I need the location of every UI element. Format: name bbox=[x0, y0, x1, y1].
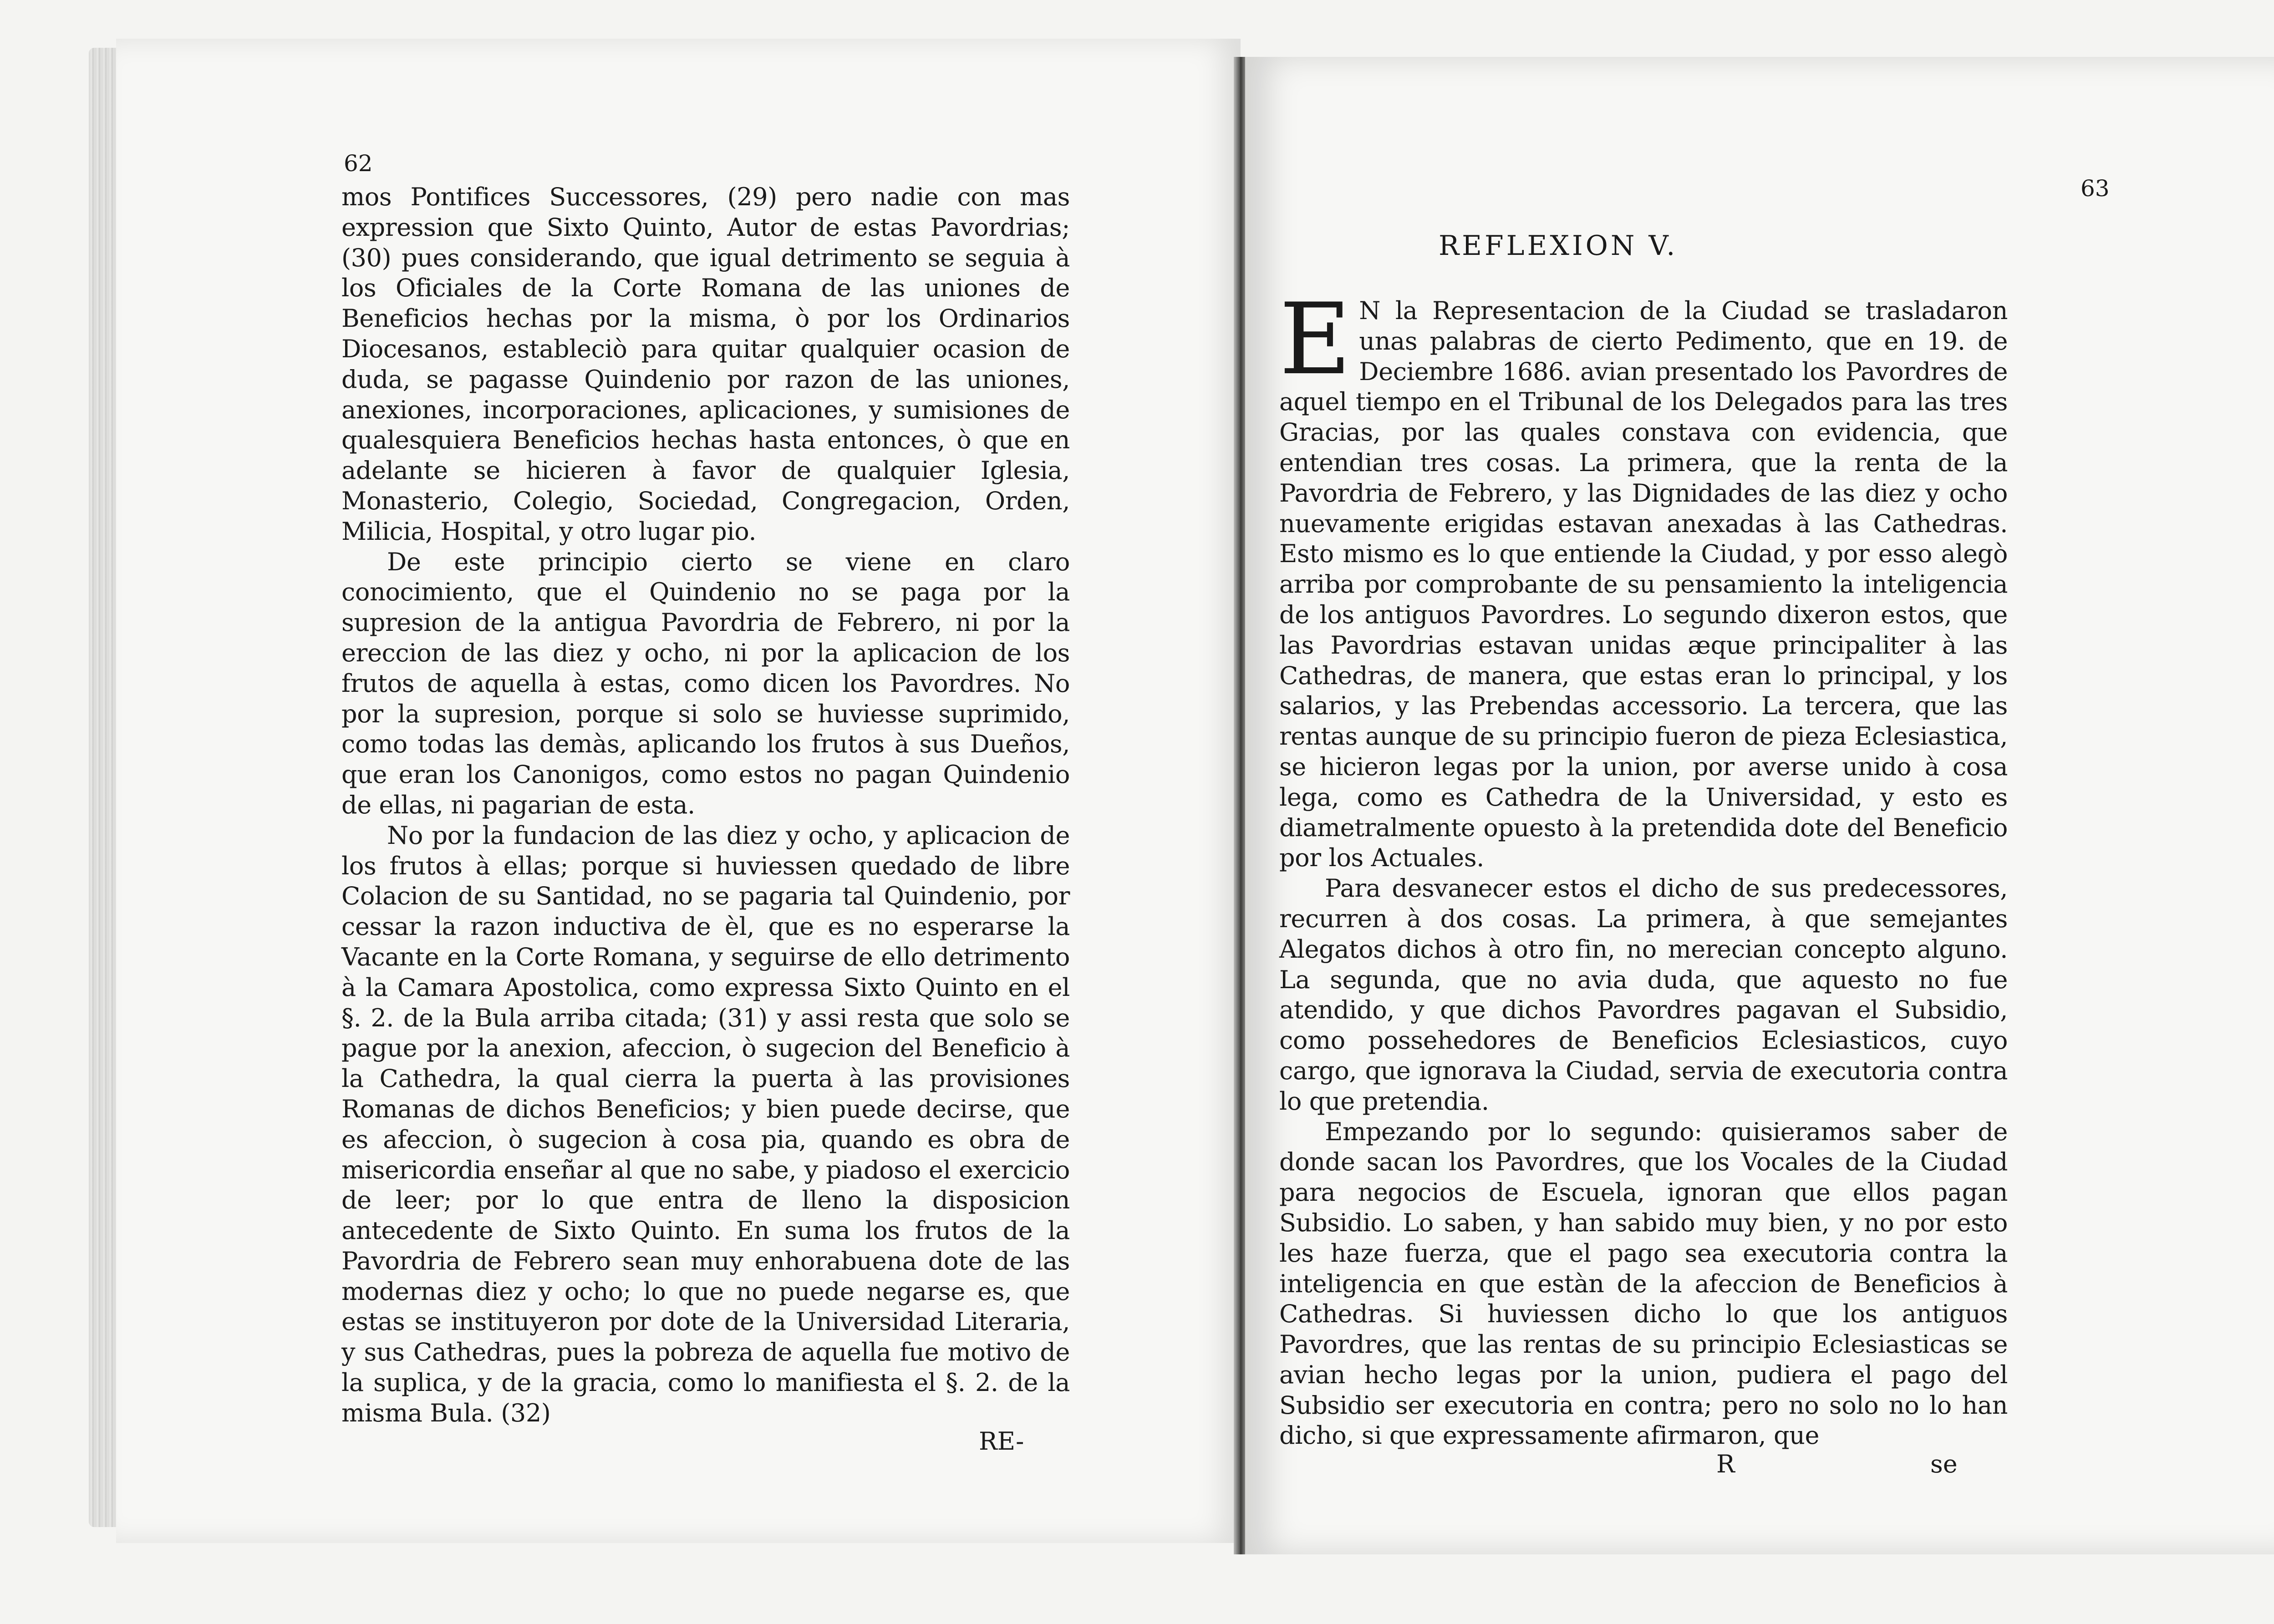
right-page-body bbox=[1279, 282, 2008, 1451]
right-page-number: 63 bbox=[2081, 175, 2110, 202]
left-paragraph-2: De este principio cierto se viene en claro conocimiento, que el Quindenio no se paga por la supresion de la antigua Pavordria de Febrero, ni por la ereccion de las diez y ocho, ni por la aplicacion de los frutos de aquella à estas, como dicen los Pavordres. No por la supresion, porque si solo se huviesse suprimido, como todas las demàs, aplicando los frutos à sus Dueños, que eran los Canonigos, como estos no pagan Quindenio de ellas, ni pagarian de esta. bbox=[341, 547, 1070, 819]
left-paragraph-3: No por la fundacion de las diez y ocho, y aplicacion de los frutos à ellas; porque si huviessen quedado de libre Colacion de su Santidad, no se pagaria tal Quindenio, por cessar la razon inductiva de èl, que es no esperarse la Vacante en la Corte Romana, y seguirse de ello detrimento à la Camara Apostolica, como expressa Sixto Quinto en el §. 2. de la Bula arriba citada; (31) y assi resta que solo se pague por la anexion, afeccion, ò sugecion del Beneficio à la Cathedra, la qual cierra la puerta à las provisiones Romanas de dichos Beneficios; y bien puede decirse, que es afeccion, ò sugecion à cosa pia, quando es obra de misericordia enseñar al que no sabe, y piadoso el exercicio de leer; por lo que entra de lleno la disposicion antecedente de Sixto Quinto. En suma los frutos de la Pavordria de Febrero sean muy enhorabuena dote de las modernas diez y ocho; lo que no puede negarse es, que estas se instituyeron por dote de la Universidad Literaria, y sus Cathedras, pues la pobreza de aquella fue motivo de la suplica, y de la gracia, como lo manifiesta el §. 2. de la misma Bula. (32) bbox=[341, 821, 1070, 1427]
left-page-body bbox=[341, 182, 1070, 1429]
signature-mark: R bbox=[1716, 1450, 1735, 1478]
right-catchword: se bbox=[1930, 1450, 1958, 1478]
left-paragraph-1: mos Pontifices Successores, (29) pero nadie con mas expression que Sixto Quinto, Autor de estas Pavordrias; (30) pues considerando, que igual detrimento se seguia à los Oficiales de la Corte Romana de las uniones de Beneficios hechas por la misma, ò por los Ordinarios Diocesanos, estableciò para quitar qualquier ocasion de duda, se pagasse Quindenio por razon de las uniones, anexiones, incorporaciones, aplicaciones, y sumisiones de qualesquiera Beneficios hechas hasta entonces, ò que en adelante se hicieren à favor de qualquier Iglesia, Monasterio, Colegio, Sociedad, Congregacion, Orden, Milicia, Hospital, y otro lugar pio. bbox=[341, 183, 1070, 546]
right-paragraph-2: Para desvanecer estos el dicho de sus predecessores, recurren à dos cosas. La primera, à que semejantes Alegatos dichos à otro fin, no merecian concepto alguno. La segunda, que no avia duda, que aquesto no fue atendido, y que dichos Pavordres pagavan el Subsidio, como possehedores de Beneficios Eclesiasticos, cuyo cargo, que ignorava la Ciudad, servia de executoria contra lo que pretendia. bbox=[1279, 874, 2008, 1116]
section-heading: REFLEXION V. bbox=[1439, 230, 1678, 262]
book-gutter bbox=[1234, 57, 1246, 1554]
left-catchword: RE- bbox=[979, 1427, 1024, 1456]
right-paragraph-1-text: N la Representacion de la Ciudad se trasladaron unas palabras de cierto Pedimento, que en 19. de Deciembre 1686. avian presentado los Pavordres de aquel tiempo en el Tribunal de los Delegados para las tres Gracias, por las quales constava con evidencia, que entendian tres cosas. La primera, que la renta de la Pavordria de Febrero, y las Dignidades de las diez y ocho nuevamente erigidas estavan anexadas à las Cathedras. Esto mismo es lo que entiende la Ciudad, y por esso alegò arriba por comprobante de su pensamiento la inteligencia de los antiguos Pavordres. Lo segundo dixeron estos, que las Pavordrias estavan unidas æque principaliter à las Cathedras, de manera, que estas eran lo principal, y los salarios, y las Prebendas accessorio. La tercera, que las rentas aunque de su principio fueron de pieza Eclesiastica, se hicieron legas por la union, por averse unido à cosa lega, como es Cathedra de la Universidad, y esto es diametralmente opuesto à la pretendida dote del Beneficio por los Actuales. bbox=[1279, 296, 2008, 873]
right-paragraph-1 bbox=[1279, 282, 2008, 873]
drop-cap: E bbox=[1279, 282, 1351, 396]
right-paragraph-3: Empezando por lo segundo: quisieramos saber de donde sacan los Pavordres, que los Vocales de la Ciudad para negocios de Escuela, ignoran que ellos pagan Subsidio. Lo saben, y han sabido muy bien, y no por esto les haze fuerza, que el pago sea executoria contra la inteligencia en que estàn de la afeccion de Beneficios à Cathedras. Si huviessen dicho lo que los antiguos Pavordres, que las rentas de su principio Eclesiasticas se avian hecho legas por la union, pudiera el pago del Subsidio ser executoria en contra; pero no solo no lo han dicho, si que expressamente afirmaron, que bbox=[1279, 1117, 2008, 1450]
left-page-number: 62 bbox=[344, 150, 373, 177]
